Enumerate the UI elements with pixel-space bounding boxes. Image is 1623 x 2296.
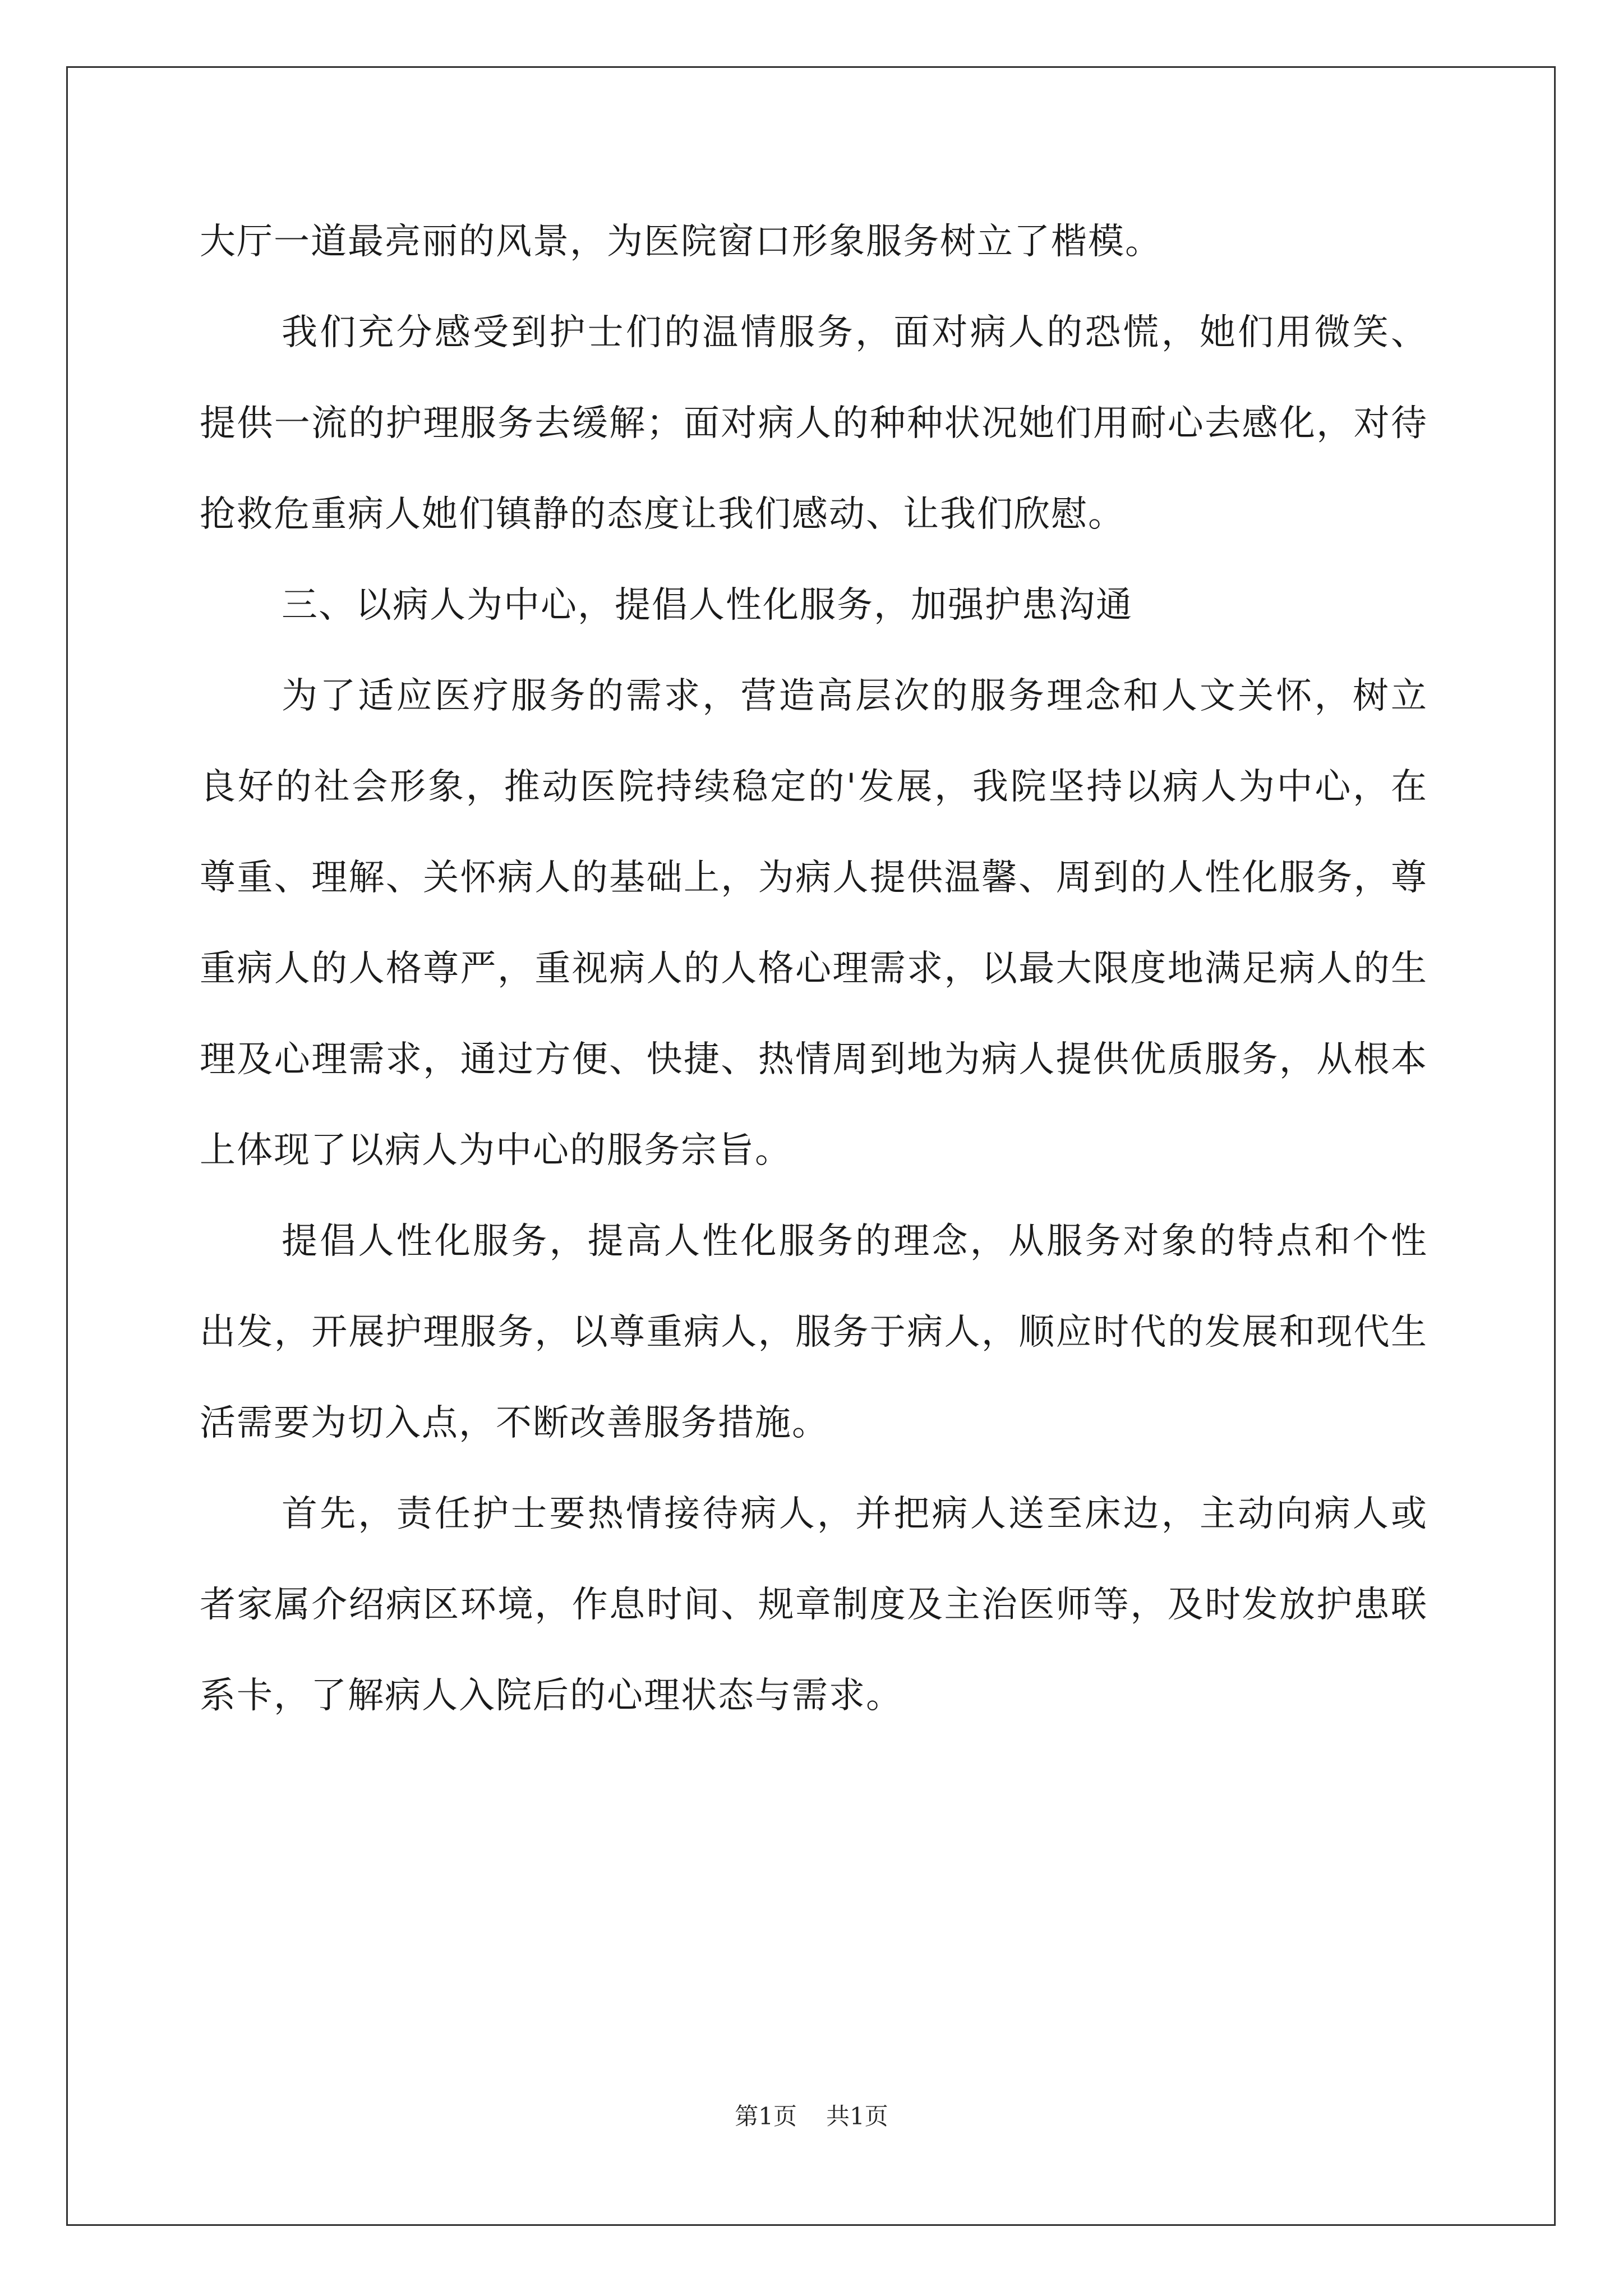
- paragraph-3: 为了适应医疗服务的需求，营造高层次的服务理念和人文关怀，树立良好的社会形象，推动医院持续稳定的'发展，我院坚持以病人为中心，在尊重、理解、关怀病人的基础上，为病人提供温馨、周到的人性化服务，尊重病人的人格尊严，重视病人的人格心理需求，以最大限度地满足病人的生理及心理需求，通过方便、快捷、热情周到地为病人提供优质服务，从根本上体现了以病人为中心的服务宗旨。: [200, 675, 1428, 1171]
- paragraph-2: 我们充分感受到护士们的温情服务，面对病人的恐慌，她们用微笑、提供一流的护理服务去缓解；面对病人的种种状况她们用耐心去感化，对待抢救危重病人她们镇静的态度让我们感动、让我们欣慰。: [200, 312, 1428, 535]
- document-body: [200, 196, 1428, 1741]
- page-number: 第1页: [735, 2102, 797, 2130]
- paragraph-5: 首先，责任护士要热情接待病人，并把病人送至床边，主动向病人或者家属介绍病区环境，作息时间、规章制度及主治医师等，及时发放护患联系卡，了解病人入院后的心理状态与需求。: [200, 1493, 1428, 1717]
- total-pages: 共1页: [826, 2102, 888, 2130]
- page-footer: [0, 2098, 1623, 2132]
- section-heading: 三、以病人为中心，提倡人性化服务，加强护患沟通: [282, 585, 1133, 626]
- paragraph-1: 大厅一道最亮丽的风景，为医院窗口形象服务树立了楷模。: [200, 221, 1162, 263]
- paragraph-4: 提倡人性化服务，提高人性化服务的理念，从服务对象的特点和个性出发，开展护理服务，以尊重病人，服务于病人，顺应时代的发展和现代生活需要为切入点，不断改善服务措施。: [200, 1221, 1428, 1444]
